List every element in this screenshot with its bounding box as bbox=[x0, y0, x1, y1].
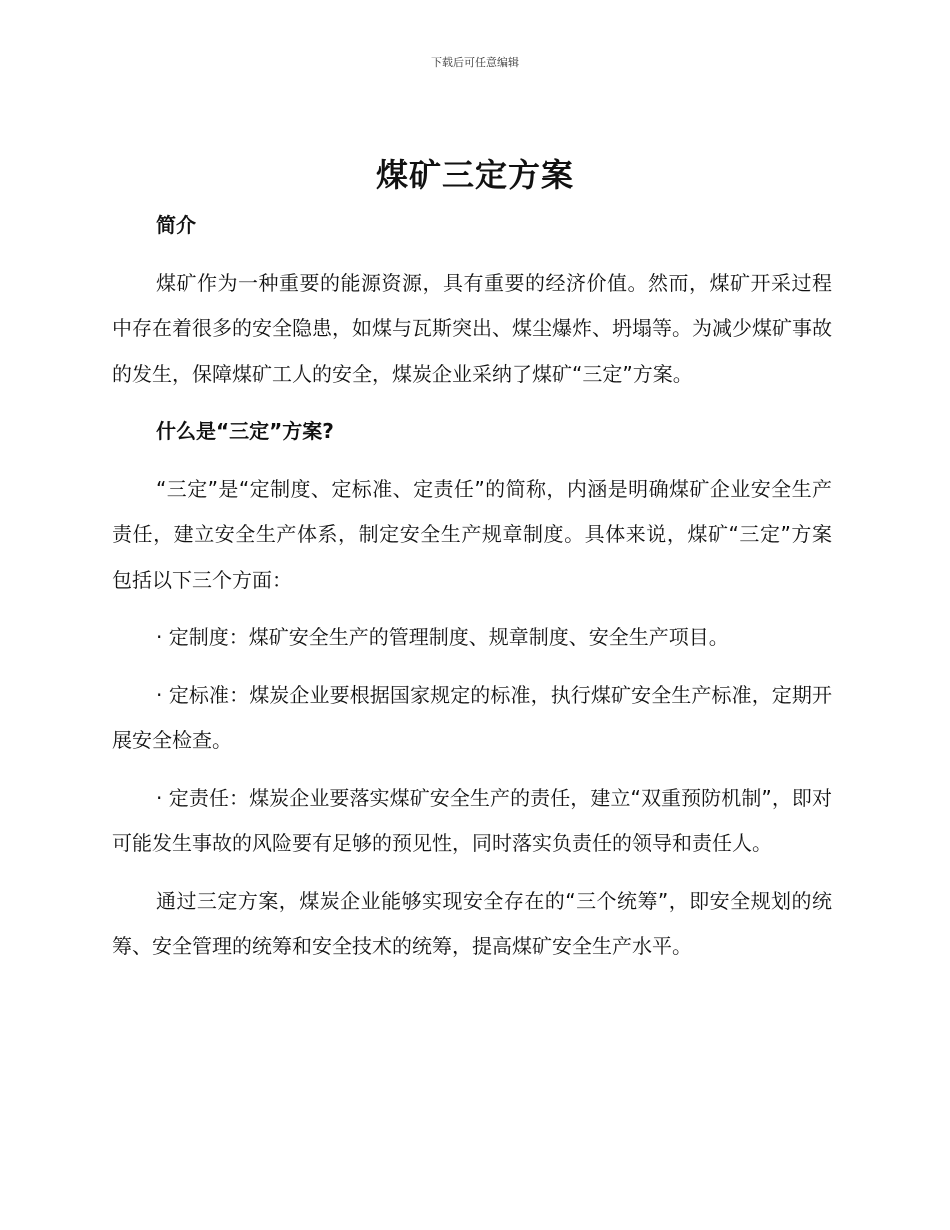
definition-paragraph: “三定”是“定制度、定标准、定责任”的简称，内涵是明确煤矿企业安全生产责任，建立安全生产体系，制定安全生产规章制度。具体来说，煤矿“三定”方案包括以下三个方面： bbox=[112, 476, 832, 592]
section-heading-what-is: 什么是“三定”方案? bbox=[156, 419, 334, 443]
page-header: 下载后可任意编辑 bbox=[431, 56, 519, 69]
bullet-item-responsibility: · 定责任：煤炭企业要落实煤矿安全生产的责任，建立“双重预防机制”，即对可能发生事故的风险要有足够的预见性，同时落实负责任的领导和责任人。 bbox=[112, 785, 832, 855]
bullet-item-standard: · 定标准：煤炭企业要根据国家规定的标准，执行煤矿安全生产标准，定期开展安全检查。 bbox=[112, 682, 832, 752]
intro-paragraph: 煤矿作为一种重要的能源资源，具有重要的经济价值。然而，煤矿开采过程中存在着很多的安全隐患，如煤与瓦斯突出、煤尘爆炸、坍塌等。为减少煤矿事故的发生，保障煤矿工人的安全，煤炭企业采纳了煤矿“三定”方案。 bbox=[112, 270, 832, 386]
closing-paragraph: 通过三定方案，煤炭企业能够实现安全存在的“三个统筹”，即安全规划的统筹、安全管理的统筹和安全技术的统筹，提高煤矿安全生产水平。 bbox=[112, 888, 832, 958]
document-body bbox=[112, 203, 832, 982]
document-title: 煤矿三定方案 bbox=[375, 156, 574, 194]
bullet-item-system: · 定制度：煤矿安全生产的管理制度、规章制度、安全生产项目。 bbox=[156, 625, 729, 649]
section-heading-intro: 简介 bbox=[156, 213, 196, 237]
